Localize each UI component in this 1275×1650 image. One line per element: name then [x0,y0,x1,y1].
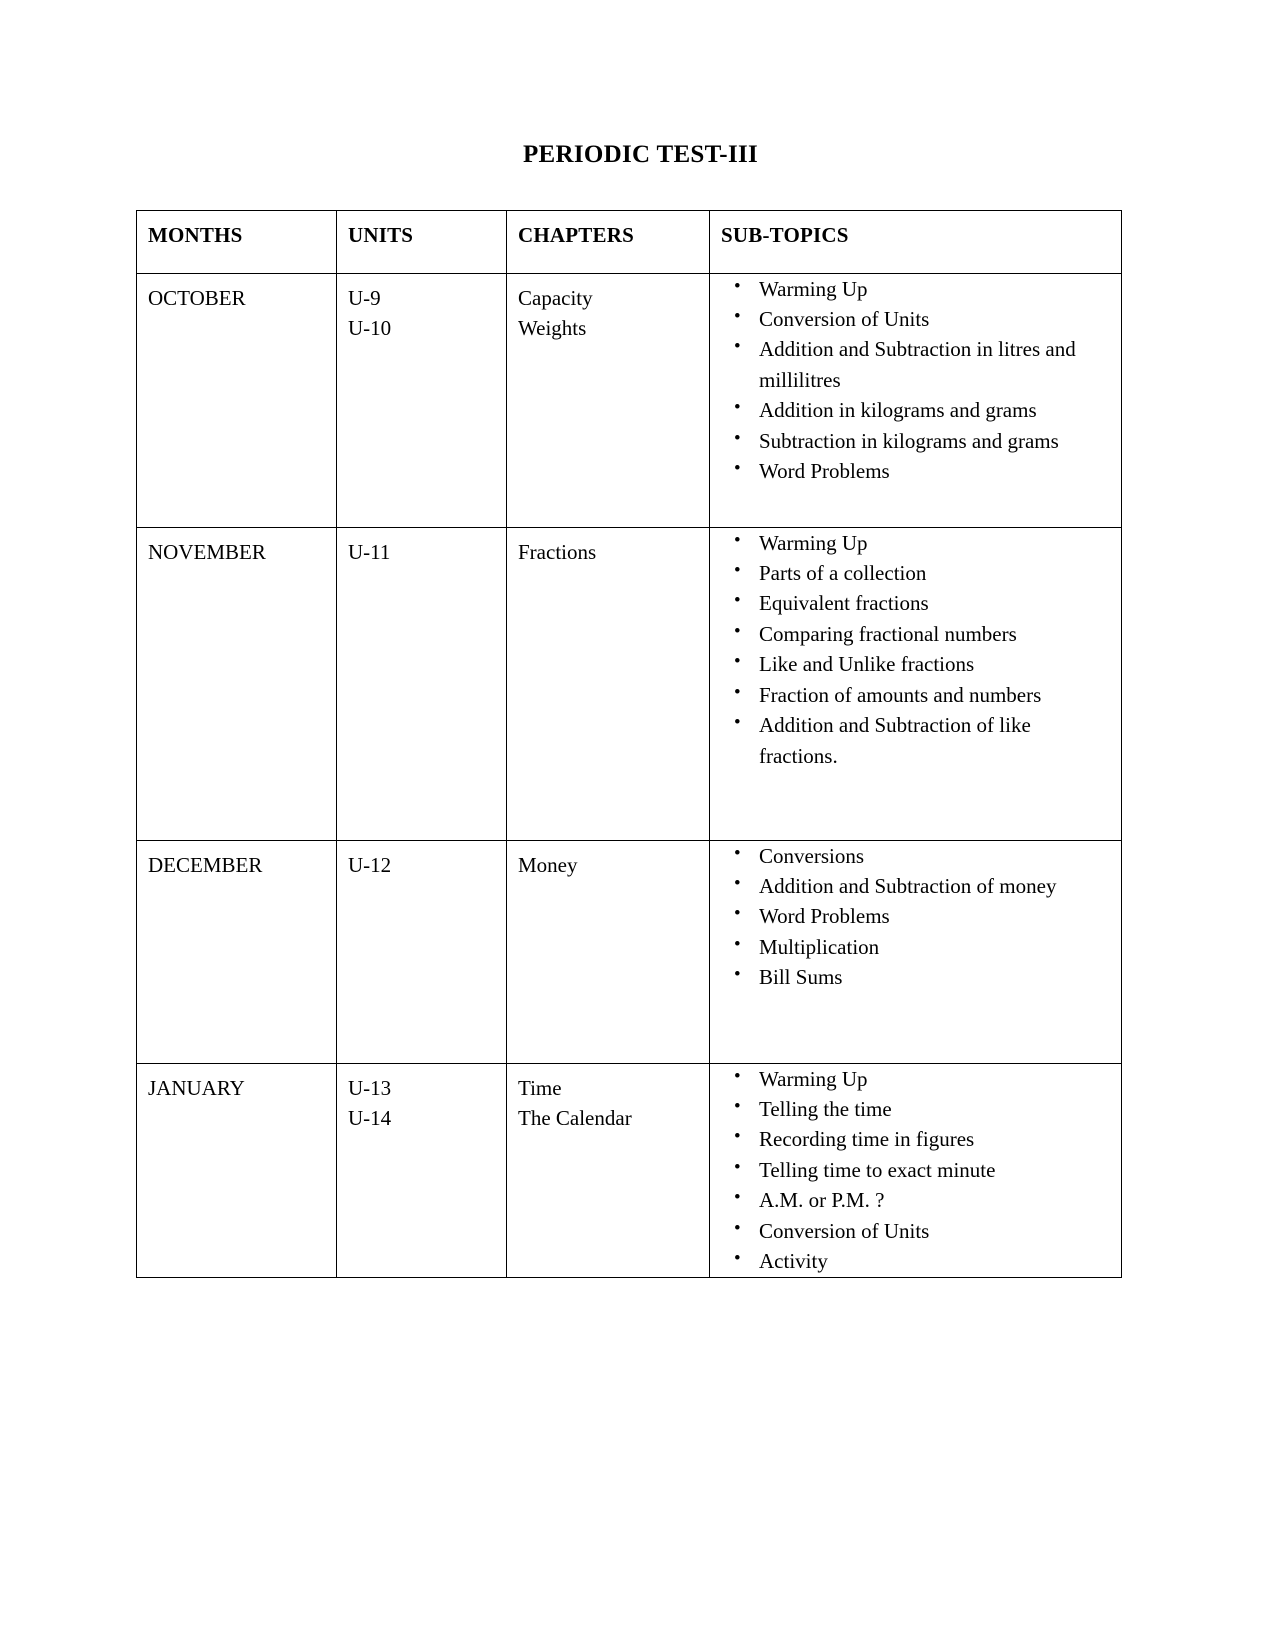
subtopics-cell [710,273,1122,527]
list-item: • Addition and Subtraction of money [710,871,1113,901]
table-row [137,527,1122,840]
syllabus-table [136,210,1122,1278]
month-name: NOVEMBER [148,539,266,564]
chapters-cell [507,273,710,527]
units-cell [337,1063,507,1277]
table-row [137,1063,1122,1277]
chapter-name: Time [518,1075,562,1100]
list-item: • Conversion of Units [710,304,1113,334]
table-header-row [137,210,1122,273]
column-header-subtopics [710,210,1122,273]
units-cell [337,273,507,527]
list-item: • Comparing fractional numbers [710,619,1113,649]
list-item: • Subtraction in kilograms and grams [710,426,1113,456]
subtopics-list [710,528,1121,772]
column-header-months-label: MONTHS [148,222,243,247]
chapters-cell [507,1063,710,1277]
units-cell [337,840,507,1063]
list-item: • Warming Up [710,1064,1113,1094]
column-header-units-label: UNITS [348,222,414,247]
units-cell [337,527,507,840]
list-item: • Warming Up [710,274,1113,304]
list-item: • Addition in kilograms and grams [710,395,1113,425]
list-item: • Telling the time [710,1094,1113,1124]
list-item: • Multiplication [710,932,1113,962]
month-cell [137,527,337,840]
list-item: • Fraction of amounts and numbers [710,680,1113,710]
subtopics-cell [710,1063,1122,1277]
list-item: • Activity [710,1246,1113,1276]
month-name: DECEMBER [148,852,263,877]
unit-code: U-10 [348,315,392,340]
column-header-units [337,210,507,273]
subtopics-cell [710,840,1122,1063]
list-item: • Bill Sums [710,962,1113,992]
list-item: • Word Problems [710,456,1113,486]
column-header-chapters [507,210,710,273]
table-row [137,273,1122,527]
list-item: • A.M. or P.M. ? [710,1185,1113,1215]
unit-code: U-11 [348,539,391,564]
list-item: • Like and Unlike fractions [710,649,1113,679]
list-item: • Recording time in figures [710,1124,1113,1154]
page-title: PERIODIC TEST-III [522,141,759,168]
list-item: • Warming Up [710,528,1113,558]
unit-code: U-14 [348,1105,392,1130]
chapter-name: Capacity [518,285,593,310]
list-item: • Telling time to exact minute [710,1155,1113,1185]
list-item: • Equivalent fractions [710,588,1113,618]
month-cell [137,840,337,1063]
subtopics-cell [710,527,1122,840]
column-header-months [137,210,337,273]
list-item: • Parts of a collection [710,558,1113,588]
list-item: • Addition and Subtraction of like fractions. [710,710,1113,771]
list-item: • Addition and Subtraction in litres and millilitres [710,334,1113,395]
unit-code: U-12 [348,852,392,877]
subtopics-list [710,1064,1121,1277]
chapters-cell [507,527,710,840]
month-name: OCTOBER [148,285,246,310]
subtopics-list [710,841,1121,993]
list-item: • Conversions [710,841,1113,871]
chapter-name: Weights [518,315,587,340]
unit-code: U-13 [348,1075,392,1100]
table-row [137,840,1122,1063]
month-cell [137,1063,337,1277]
column-header-chapters-label: CHAPTERS [518,222,634,247]
chapters-cell [507,840,710,1063]
unit-code: U-9 [348,285,381,310]
chapter-name: Fractions [518,539,597,564]
month-name: JANUARY [148,1075,245,1100]
chapter-name: The Calendar [518,1105,632,1130]
subtopics-list [710,274,1121,487]
list-item: • Conversion of Units [710,1216,1113,1246]
list-item: • Word Problems [710,901,1113,931]
month-cell [137,273,337,527]
chapter-name: Money [518,852,578,877]
column-header-subtopics-label: SUB-TOPICS [721,222,849,247]
